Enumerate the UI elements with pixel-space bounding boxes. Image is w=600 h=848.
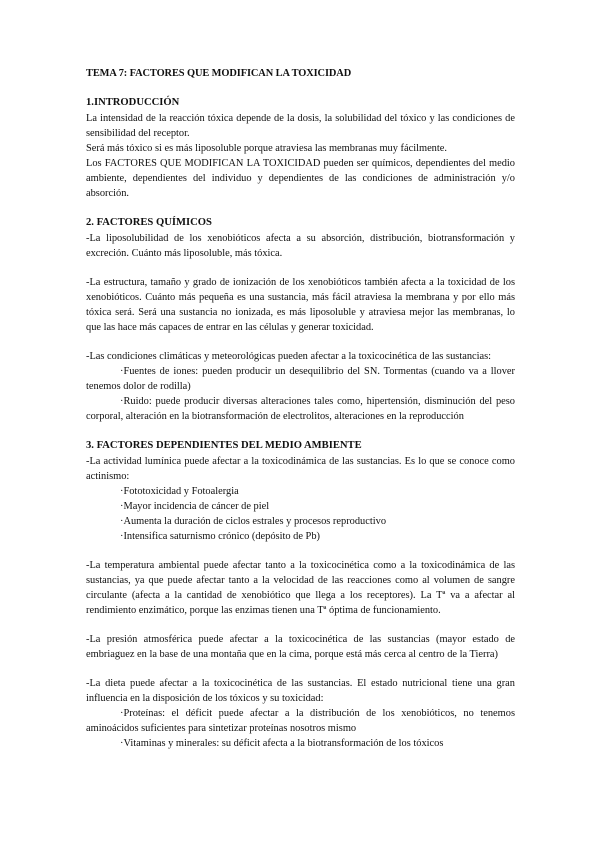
section-heading-medio-ambiente: 3. FACTORES DEPENDIENTES DEL MEDIO AMBIENTE — [86, 440, 362, 451]
list-item: ·Mayor incidencia de cáncer de piel — [120, 501, 270, 512]
paragraph: -La estructura, tamaño y grado de ionización de los xenobióticos también afecta a la toxicidad de los xenobióticos. Cuánto más pequeña es una sustancia, más fácil atraviesa la membrana y por ello más tóxica será. Será una sustancia no ionizada, es más liposoluble y atraviesa mejor las membranas, lo que las hace más capaces de entrar en las células y generar toxicidad. — [86, 277, 515, 333]
list-item: ·Fototoxicidad y Fotoalergia — [120, 486, 239, 497]
paragraph: -La presión atmosférica puede afectar a la toxicocinética de las sustancias (mayor estado de embriaguez en la base de una montaña que en la cima, porque está más cerca al centro de la Tierra) — [86, 634, 515, 660]
paragraph: -Las condiciones climáticas y meteorológicas pueden afectar a la toxicocinética de las sustancias: — [86, 351, 492, 362]
paragraph: Será más tóxico si es más liposoluble porque atraviesa las membranas muy fácilmente. — [86, 143, 447, 154]
list-item: ·Intensifica saturnismo crónico (depósito de Pb) — [120, 531, 320, 542]
bullet-item: ·Ruido: puede producir diversas alteraciones tales como, hipertensión, disminución del peso corporal, alteración en la biotransformación de electrolitos, alteraciones en la reproducción — [86, 396, 515, 422]
paragraph: Los FACTORES QUE MODIFICAN LA TOXICIDAD pueden ser químicos, dependientes del medio ambiente, dependientes del individuo y dependientes de las condiciones de administración y/o absorción. — [86, 158, 515, 199]
section-heading-factores-quimicos: 2. FACTORES QUÍMICOS — [86, 217, 212, 228]
document-title: TEMA 7: FACTORES QUE MODIFICAN LA TOXICIDAD — [86, 68, 352, 79]
document-page — [86, 66, 515, 751]
bullet-item: ·Fuentes de iones: pueden producir un desequilibrio del SN. Tormentas (cuando va a llover tenemos dolor de rodilla) — [86, 366, 515, 392]
list-item: ·Aumenta la duración de ciclos estrales y procesos reproductivo — [120, 516, 387, 527]
bullet-item: ·Proteínas: el déficit puede afectar a la distribución de los xenobióticos, no tenemos aminoácidos suficientes para sintetizar proteínas nosotros mismo — [86, 708, 515, 734]
section-heading-introduccion: 1.INTRODUCCIÓN — [86, 97, 180, 108]
paragraph: -La temperatura ambiental puede afectar tanto a la toxicocinética como a la toxicodinámica de las sustancias, ya que puede afectar tanto a la velocidad de las reacciones como al volumen de sangre circulante (afecta a la cantidad de xenobiótico que llega a los receptores). La Tª va a afectar al rendimiento enzimático, porque las enzimas tienen una Tª óptima de funcionamiento. — [86, 560, 515, 616]
paragraph: -La dieta puede afectar a la toxicocinética de las sustancias. El estado nutricional tiene una gran influencia en la disposición de los tóxicos y su toxicidad: — [86, 678, 515, 704]
paragraph: -La actividad lumínica puede afectar a la toxicodinámica de las sustancias. Es lo que se conoce como actinismo: — [86, 456, 515, 482]
bullet-item: ·Vitaminas y minerales: su déficit afecta a la biotransformación de los tóxicos — [120, 738, 444, 749]
paragraph: La intensidad de la reacción tóxica depende de la dosis, la solubilidad del tóxico y las condiciones de sensibilidad del receptor. — [86, 113, 515, 139]
paragraph: -La liposolubilidad de los xenobióticos afecta a su absorción, distribución, biotransformación y excreción. Cuánto más liposoluble, más tóxica. — [86, 233, 515, 259]
